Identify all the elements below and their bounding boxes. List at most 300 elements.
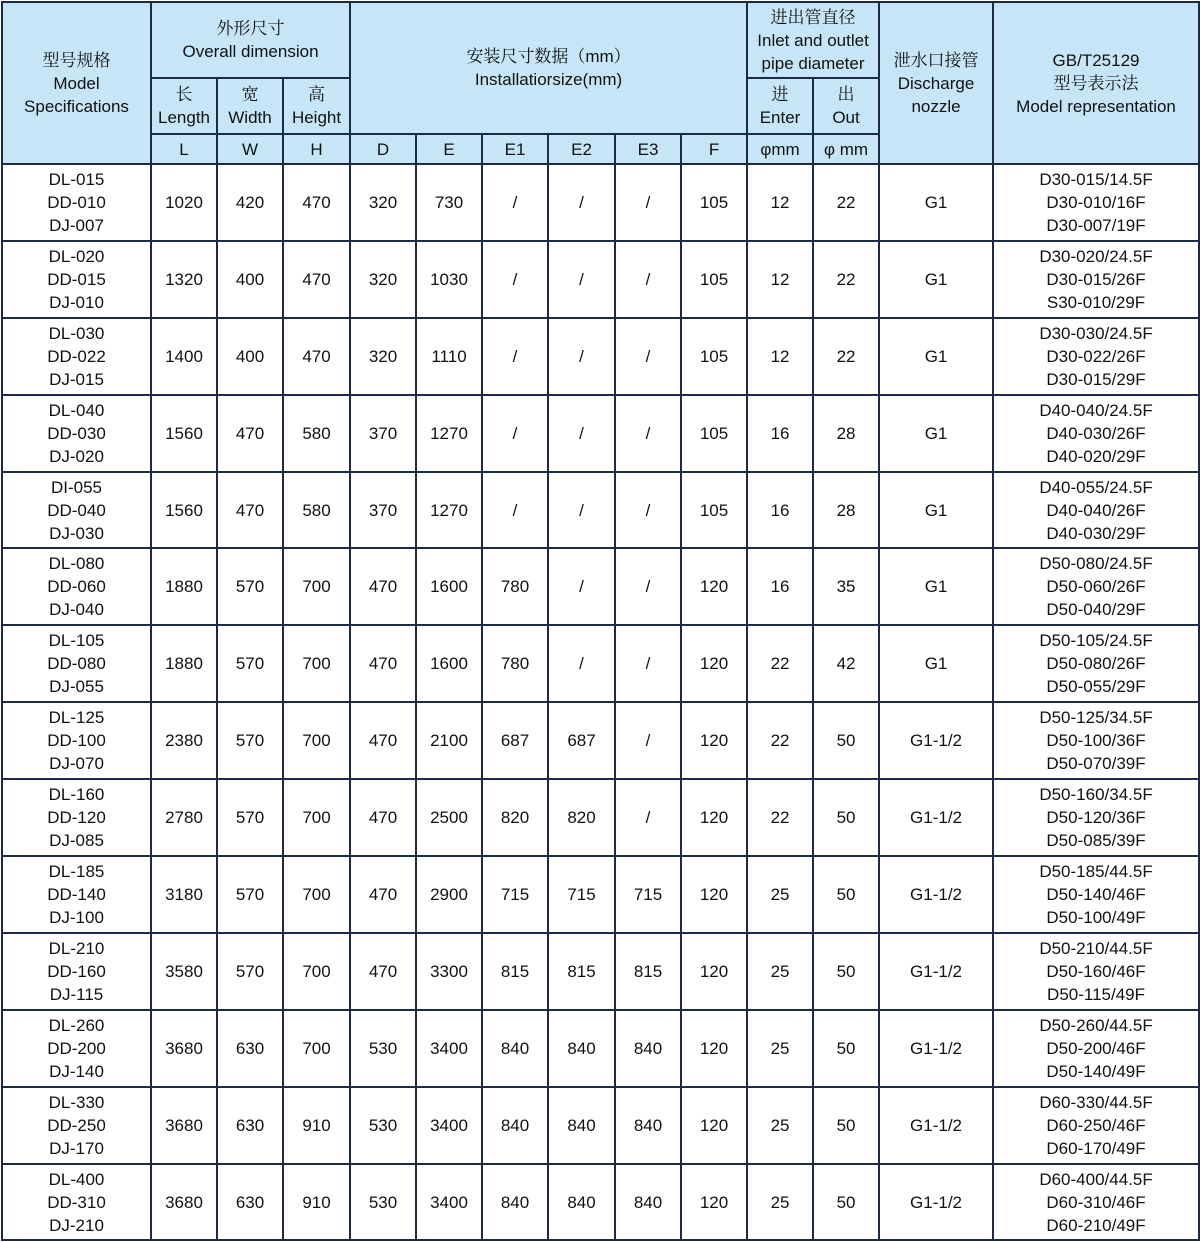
- cell-out: 50: [813, 1010, 879, 1087]
- discharge-nozzle-header: 泄水口接管 Discharge nozzle: [879, 2, 993, 164]
- representation-cell: [993, 625, 1199, 702]
- cell-nozzle: G1-1/2: [879, 779, 993, 856]
- cell-e3: /: [615, 241, 681, 318]
- model-representation: D50-100/36F: [1046, 731, 1146, 751]
- cell-enter: 25: [747, 1010, 813, 1087]
- model-cell: [2, 625, 151, 702]
- model-code: DD-250: [47, 1115, 106, 1135]
- model-representation: D50-125/34.5F: [1039, 708, 1153, 728]
- model-representation: D50-160/46F: [1046, 961, 1146, 981]
- model-code: DL-160: [48, 785, 105, 805]
- cell-enter: 25: [747, 933, 813, 1010]
- model-code: DL-020: [48, 246, 105, 266]
- model-representation: D30-015/26F: [1046, 269, 1146, 289]
- out-header: 出 Out: [813, 78, 879, 134]
- table-row: [2, 318, 1199, 395]
- cell-e3: 840: [615, 1010, 681, 1087]
- unit-cell: E2: [548, 134, 615, 164]
- cell-e: 2100: [416, 702, 482, 779]
- cell-e3: /: [615, 164, 681, 241]
- cell-e2: /: [548, 164, 615, 241]
- model-representation: D30-020/24.5F: [1039, 246, 1153, 266]
- cell-enter: 12: [747, 318, 813, 395]
- cell-nozzle: G1: [879, 395, 993, 472]
- model-representation: S30-010/29F: [1046, 292, 1146, 312]
- model-code: DL-185: [48, 861, 105, 881]
- cell-h: 700: [283, 779, 350, 856]
- cell-enter: 25: [747, 1164, 813, 1241]
- cell-enter: 16: [747, 548, 813, 625]
- table-row: [2, 625, 1199, 702]
- cell-e1: 815: [482, 933, 548, 1010]
- model-code: DD-140: [47, 884, 106, 904]
- cell-h: 470: [283, 241, 350, 318]
- cell-e: 1600: [416, 625, 482, 702]
- cell-e: 730: [416, 164, 482, 241]
- representation-cell: [993, 1164, 1199, 1241]
- cell-e: 1600: [416, 548, 482, 625]
- cell-nozzle: G1: [879, 472, 993, 549]
- model-representation: D60-400/44.5F: [1039, 1169, 1153, 1189]
- cell-w: 630: [217, 1087, 283, 1164]
- model-code: DL-125: [48, 708, 105, 728]
- model-code: DL-400: [48, 1169, 105, 1189]
- cell-enter: 25: [747, 856, 813, 933]
- representation-cell: [993, 472, 1199, 549]
- model-code: DJ-030: [49, 523, 104, 543]
- cell-e2: 840: [548, 1087, 615, 1164]
- model-code: DL-040: [48, 400, 105, 420]
- cell-e3: 840: [615, 1087, 681, 1164]
- model-code: DD-160: [47, 961, 106, 981]
- cell-h: 910: [283, 1087, 350, 1164]
- cell-nozzle: G1: [879, 241, 993, 318]
- unit-cell: H: [283, 134, 350, 164]
- model-representation: D50-080/24.5F: [1039, 554, 1153, 574]
- table-body: [2, 164, 1199, 1240]
- model-representation: D50-085/39F: [1046, 831, 1146, 851]
- cell-e2: /: [548, 472, 615, 549]
- cell-w: 570: [217, 548, 283, 625]
- table-row: [2, 779, 1199, 856]
- cell-e2: 840: [548, 1164, 615, 1241]
- cell-f: 120: [681, 933, 747, 1010]
- cell-out: 50: [813, 1164, 879, 1241]
- model-code: DD-060: [47, 577, 106, 597]
- model-representation-header: GB/T25129 型号表示法 Model representation: [993, 2, 1199, 164]
- cell-out: 28: [813, 472, 879, 549]
- model-code: DJ-040: [49, 600, 104, 620]
- unit-cell: F: [681, 134, 747, 164]
- cell-f: 120: [681, 1087, 747, 1164]
- cell-h: 700: [283, 548, 350, 625]
- cell-e: 1270: [416, 472, 482, 549]
- model-code: DJ-210: [49, 1215, 104, 1235]
- table-row: [2, 1087, 1199, 1164]
- cell-out: 50: [813, 933, 879, 1010]
- cell-e: 1110: [416, 318, 482, 395]
- cell-w: 470: [217, 472, 283, 549]
- cell-nozzle: G1: [879, 318, 993, 395]
- cell-l: 3680: [151, 1010, 217, 1087]
- model-representation: D50-100/49F: [1046, 907, 1146, 927]
- model-cell: [2, 241, 151, 318]
- cell-e2: /: [548, 318, 615, 395]
- cell-w: 570: [217, 702, 283, 779]
- cell-l: 3180: [151, 856, 217, 933]
- model-code: DD-120: [47, 808, 106, 828]
- model-code: DD-022: [47, 346, 106, 366]
- model-cell: [2, 856, 151, 933]
- cell-w: 400: [217, 241, 283, 318]
- unit-cell: E1: [482, 134, 548, 164]
- cell-out: 50: [813, 702, 879, 779]
- model-code: DL-080: [48, 554, 105, 574]
- cell-e1: /: [482, 164, 548, 241]
- model-representation: D40-020/29F: [1046, 446, 1146, 466]
- cell-e3: /: [615, 702, 681, 779]
- model-representation: D50-040/29F: [1046, 600, 1146, 620]
- model-representation: D50-185/44.5F: [1039, 861, 1153, 881]
- model-representation: D30-015/29F: [1046, 369, 1146, 389]
- model-representation: D50-080/26F: [1046, 654, 1146, 674]
- table-row: [2, 395, 1199, 472]
- cell-h: 700: [283, 625, 350, 702]
- model-code: DJ-007: [49, 215, 104, 235]
- cell-e: 3300: [416, 933, 482, 1010]
- representation-cell: [993, 702, 1199, 779]
- model-code: DD-010: [47, 192, 106, 212]
- cell-w: 630: [217, 1164, 283, 1241]
- representation-cell: [993, 395, 1199, 472]
- table-row: [2, 164, 1199, 241]
- cell-out: 22: [813, 241, 879, 318]
- cell-e1: /: [482, 241, 548, 318]
- cell-enter: 22: [747, 625, 813, 702]
- cell-enter: 16: [747, 395, 813, 472]
- model-representation: D40-040/24.5F: [1039, 400, 1153, 420]
- table-row: [2, 1010, 1199, 1087]
- table-row: [2, 548, 1199, 625]
- model-representation: D50-115/49F: [1047, 984, 1146, 1004]
- model-code: DL-260: [48, 1015, 105, 1035]
- cell-e3: /: [615, 625, 681, 702]
- table-row: [2, 241, 1199, 318]
- cell-w: 470: [217, 395, 283, 472]
- unit-cell: φmm: [747, 134, 813, 164]
- representation-cell: [993, 548, 1199, 625]
- cell-e1: 820: [482, 779, 548, 856]
- model-code: DJ-020: [49, 446, 104, 466]
- model-representation: D30-030/24.5F: [1039, 323, 1153, 343]
- cell-e1: 687: [482, 702, 548, 779]
- model-cell: [2, 164, 151, 241]
- cell-e2: 815: [548, 933, 615, 1010]
- cell-e: 1270: [416, 395, 482, 472]
- cell-e3: 715: [615, 856, 681, 933]
- cell-l: 3680: [151, 1164, 217, 1241]
- representation-cell: [993, 164, 1199, 241]
- cell-l: 1320: [151, 241, 217, 318]
- model-code: DJ-085: [49, 831, 104, 851]
- cell-e1: 840: [482, 1087, 548, 1164]
- unit-cell: D: [350, 134, 416, 164]
- cell-enter: 22: [747, 779, 813, 856]
- model-code: DL-015: [48, 169, 105, 189]
- cell-e3: /: [615, 548, 681, 625]
- cell-f: 120: [681, 779, 747, 856]
- cell-f: 120: [681, 1010, 747, 1087]
- unit-cell: φ mm: [813, 134, 879, 164]
- cell-l: 1560: [151, 472, 217, 549]
- cell-d: 530: [350, 1164, 416, 1241]
- representation-cell: [993, 933, 1199, 1010]
- cell-h: 700: [283, 856, 350, 933]
- cell-l: 3580: [151, 933, 217, 1010]
- model-representation: D50-260/44.5F: [1039, 1015, 1153, 1035]
- cell-nozzle: G1-1/2: [879, 1087, 993, 1164]
- representation-cell: [993, 318, 1199, 395]
- cell-w: 570: [217, 933, 283, 1010]
- cell-f: 120: [681, 1164, 747, 1241]
- cell-enter: 12: [747, 241, 813, 318]
- cell-e3: /: [615, 779, 681, 856]
- cell-l: 2780: [151, 779, 217, 856]
- cell-nozzle: G1-1/2: [879, 856, 993, 933]
- representation-cell: [993, 779, 1199, 856]
- cell-e3: /: [615, 472, 681, 549]
- model-representation: D50-120/36F: [1046, 808, 1146, 828]
- model-code: DJ-055: [49, 677, 104, 697]
- cell-e1: /: [482, 395, 548, 472]
- cell-d: 470: [350, 779, 416, 856]
- cell-f: 120: [681, 548, 747, 625]
- cell-l: 1400: [151, 318, 217, 395]
- enter-header: 进 Enter: [747, 78, 813, 134]
- table-header: [2, 2, 1199, 164]
- model-code: DD-015: [47, 269, 106, 289]
- cell-out: 50: [813, 1087, 879, 1164]
- model-representation: D60-310/46F: [1046, 1192, 1146, 1212]
- cell-d: 530: [350, 1010, 416, 1087]
- model-representation: D50-200/46F: [1046, 1038, 1146, 1058]
- cell-d: 470: [350, 702, 416, 779]
- model-code: DD-030: [47, 423, 106, 443]
- cell-f: 105: [681, 472, 747, 549]
- cell-enter: 25: [747, 1087, 813, 1164]
- model-cell: [2, 1087, 151, 1164]
- cell-e1: 780: [482, 548, 548, 625]
- representation-cell: [993, 1087, 1199, 1164]
- cell-f: 120: [681, 625, 747, 702]
- cell-e1: /: [482, 472, 548, 549]
- model-code: DJ-015: [49, 369, 104, 389]
- cell-l: 2380: [151, 702, 217, 779]
- model-code: DD-080: [47, 654, 106, 674]
- cell-w: 570: [217, 779, 283, 856]
- cell-f: 105: [681, 164, 747, 241]
- model-code: DL-030: [48, 323, 105, 343]
- model-code: DJ-140: [49, 1061, 104, 1081]
- table-row: [2, 1164, 1199, 1241]
- table-row: [2, 702, 1199, 779]
- cell-nozzle: G1: [879, 164, 993, 241]
- model-cell: [2, 779, 151, 856]
- cell-e2: /: [548, 241, 615, 318]
- cell-e1: 840: [482, 1164, 548, 1241]
- model-representation: D40-055/24.5F: [1039, 477, 1153, 497]
- cell-w: 570: [217, 856, 283, 933]
- cell-f: 120: [681, 856, 747, 933]
- cell-out: 22: [813, 318, 879, 395]
- unit-cell: E3: [615, 134, 681, 164]
- model-representation: D50-160/34.5F: [1039, 785, 1153, 805]
- width-header: 宽 Width: [217, 78, 283, 134]
- model-representation: D60-170/49F: [1046, 1138, 1146, 1158]
- cell-enter: 12: [747, 164, 813, 241]
- cell-e: 3400: [416, 1010, 482, 1087]
- model-cell: [2, 472, 151, 549]
- cell-l: 1020: [151, 164, 217, 241]
- model-cell: [2, 395, 151, 472]
- model-code: DI-055: [50, 477, 103, 497]
- cell-enter: 22: [747, 702, 813, 779]
- model-representation: D30-015/14.5F: [1039, 169, 1153, 189]
- unit-cell: E: [416, 134, 482, 164]
- model-representation: D40-040/26F: [1046, 500, 1146, 520]
- cell-e3: 840: [615, 1164, 681, 1241]
- cell-l: 1560: [151, 395, 217, 472]
- model-representation: D50-070/39F: [1046, 754, 1146, 774]
- cell-nozzle: G1-1/2: [879, 1164, 993, 1241]
- cell-d: 370: [350, 395, 416, 472]
- table-row: [2, 933, 1199, 1010]
- model-code: DD-200: [47, 1038, 106, 1058]
- model-representation: D60-250/46F: [1046, 1115, 1146, 1135]
- cell-e: 2900: [416, 856, 482, 933]
- cell-e2: /: [548, 548, 615, 625]
- cell-e: 1030: [416, 241, 482, 318]
- cell-d: 470: [350, 625, 416, 702]
- model-representation: D50-105/24.5F: [1039, 631, 1153, 651]
- spec-table: [1, 1, 1200, 1241]
- representation-cell: [993, 1010, 1199, 1087]
- model-code: DJ-100: [49, 907, 104, 927]
- cell-d: 470: [350, 856, 416, 933]
- model-code: DL-105: [48, 631, 105, 651]
- cell-nozzle: G1-1/2: [879, 933, 993, 1010]
- model-cell: [2, 702, 151, 779]
- representation-cell: [993, 856, 1199, 933]
- model-representation: D60-210/49F: [1046, 1215, 1146, 1235]
- cell-h: 910: [283, 1164, 350, 1241]
- cell-e2: /: [548, 625, 615, 702]
- cell-e1: 715: [482, 856, 548, 933]
- cell-out: 50: [813, 856, 879, 933]
- cell-h: 700: [283, 933, 350, 1010]
- cell-l: 1880: [151, 548, 217, 625]
- cell-h: 700: [283, 702, 350, 779]
- cell-w: 570: [217, 625, 283, 702]
- cell-e: 3400: [416, 1087, 482, 1164]
- cell-e1: /: [482, 318, 548, 395]
- cell-d: 530: [350, 1087, 416, 1164]
- installation-size-header: 安装尺寸数据（mm） Installatiorsize(mm): [350, 2, 747, 134]
- cell-nozzle: G1-1/2: [879, 702, 993, 779]
- cell-d: 320: [350, 164, 416, 241]
- cell-d: 320: [350, 241, 416, 318]
- cell-h: 470: [283, 318, 350, 395]
- pipe-diameter-header: 进出管直径 Inlet and outlet pipe diameter: [747, 2, 879, 78]
- cell-w: 420: [217, 164, 283, 241]
- cell-enter: 16: [747, 472, 813, 549]
- cell-nozzle: G1-1/2: [879, 1010, 993, 1087]
- model-code: DJ-070: [49, 754, 104, 774]
- cell-e2: /: [548, 395, 615, 472]
- cell-f: 120: [681, 702, 747, 779]
- model-representation: D40-030/29F: [1046, 523, 1146, 543]
- cell-f: 105: [681, 318, 747, 395]
- cell-w: 630: [217, 1010, 283, 1087]
- model-representation: D30-007/19F: [1046, 215, 1146, 235]
- cell-nozzle: G1: [879, 548, 993, 625]
- cell-e3: 815: [615, 933, 681, 1010]
- cell-d: 470: [350, 933, 416, 1010]
- cell-h: 470: [283, 164, 350, 241]
- cell-out: 35: [813, 548, 879, 625]
- table-row: [2, 472, 1199, 549]
- model-cell: [2, 548, 151, 625]
- cell-d: 320: [350, 318, 416, 395]
- cell-f: 105: [681, 241, 747, 318]
- cell-out: 22: [813, 164, 879, 241]
- model-representation: D50-140/46F: [1046, 884, 1146, 904]
- model-code: DJ-010: [49, 292, 104, 312]
- cell-out: 42: [813, 625, 879, 702]
- model-cell: [2, 1010, 151, 1087]
- cell-l: 1880: [151, 625, 217, 702]
- representation-cell: [993, 241, 1199, 318]
- table-row: [2, 856, 1199, 933]
- cell-w: 400: [217, 318, 283, 395]
- model-code: DJ-115: [49, 984, 104, 1004]
- cell-f: 105: [681, 395, 747, 472]
- unit-cell: L: [151, 134, 217, 164]
- cell-e: 2500: [416, 779, 482, 856]
- cell-e1: 780: [482, 625, 548, 702]
- model-code: DD-310: [47, 1192, 106, 1212]
- model-representation: D40-030/26F: [1046, 423, 1146, 443]
- model-code: DJ-170: [49, 1138, 104, 1158]
- model-code: DD-100: [47, 731, 106, 751]
- cell-h: 580: [283, 472, 350, 549]
- length-header: 长 Length: [151, 78, 217, 134]
- model-code: DL-210: [48, 938, 105, 958]
- model-code: DL-330: [48, 1092, 105, 1112]
- cell-out: 50: [813, 779, 879, 856]
- overall-dimension-header: 外形尺寸 Overall dimension: [151, 2, 350, 78]
- cell-e3: /: [615, 318, 681, 395]
- model-cell: [2, 1164, 151, 1241]
- cell-d: 470: [350, 548, 416, 625]
- model-representation: D30-022/26F: [1046, 346, 1146, 366]
- model-spec-header: 型号规格 Model Specifications: [2, 2, 151, 164]
- model-representation: D50-210/44.5F: [1039, 938, 1153, 958]
- model-code: DD-040: [47, 500, 106, 520]
- model-representation: D30-010/16F: [1046, 192, 1146, 212]
- model-representation: D50-055/29F: [1046, 677, 1146, 697]
- cell-e1: 840: [482, 1010, 548, 1087]
